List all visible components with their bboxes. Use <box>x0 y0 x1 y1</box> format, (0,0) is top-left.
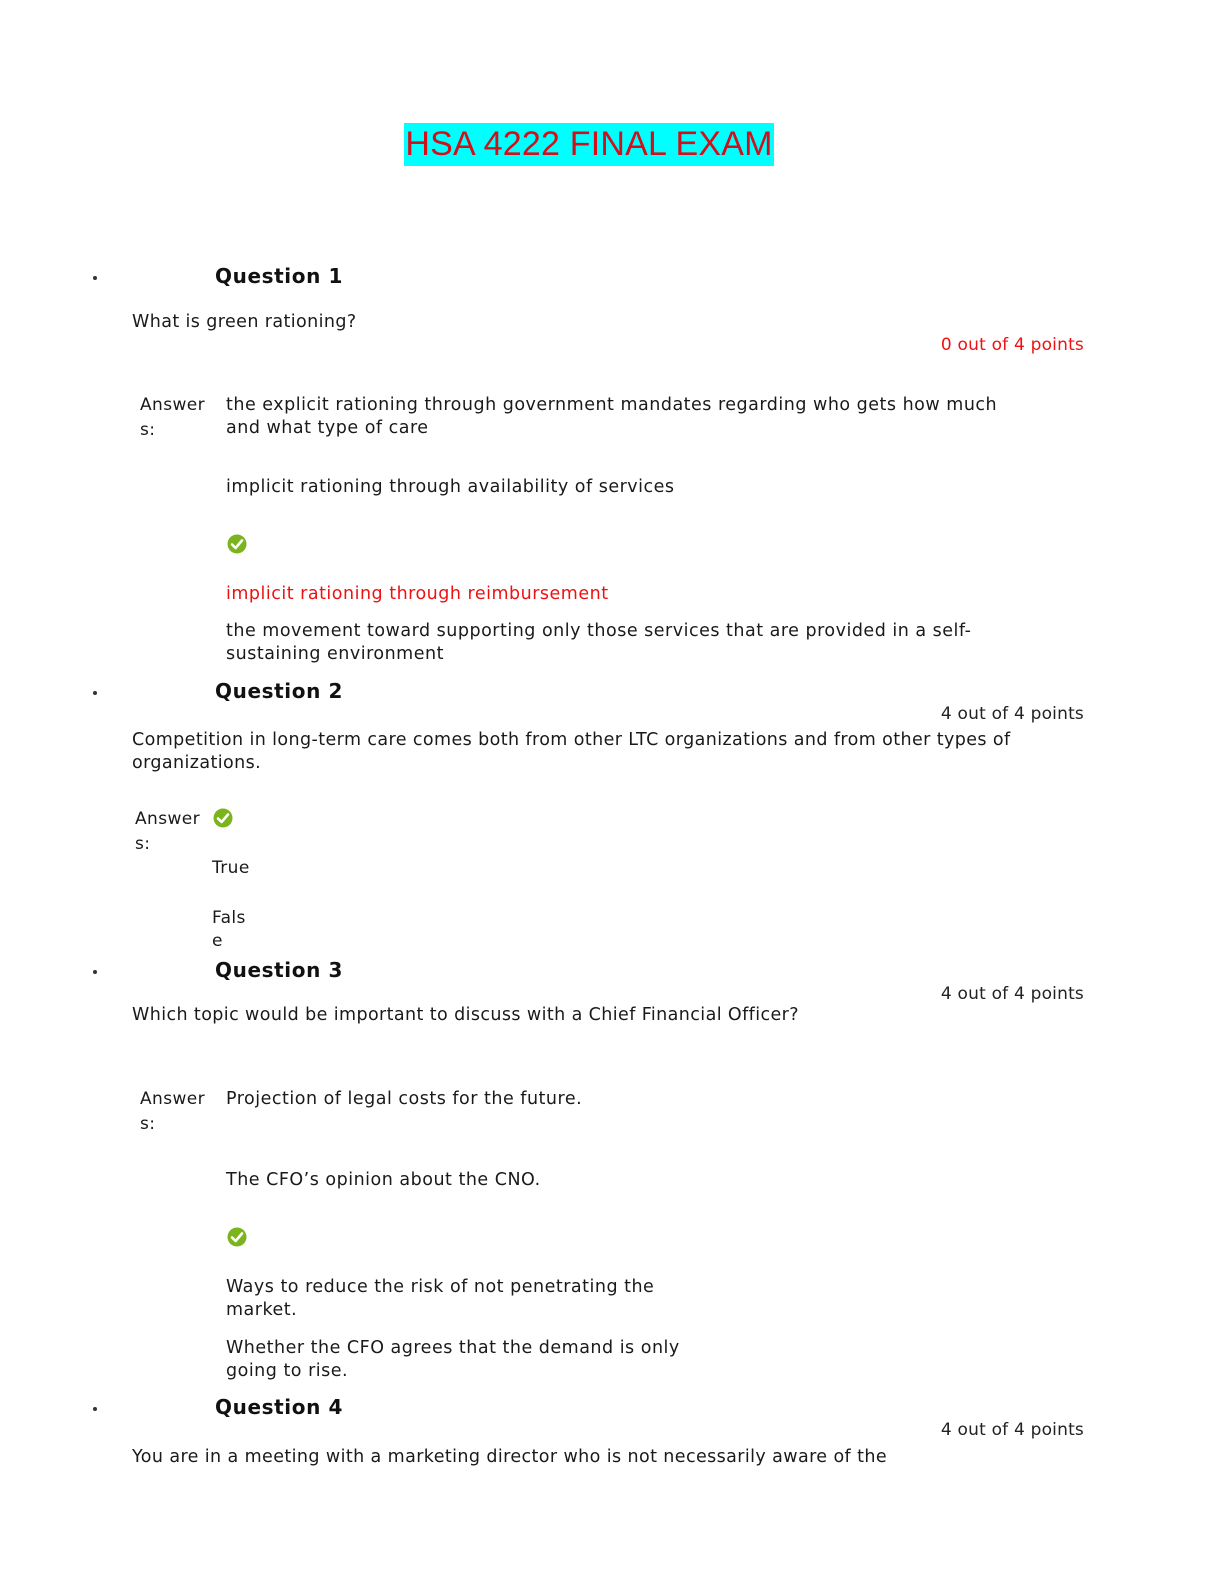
question-4-text: You are in a meeting with a marketing director who is not necessarily aware of the <box>132 1447 887 1467</box>
question-4-points: 4 out of 4 points <box>940 1420 1084 1440</box>
question-2-points: 4 out of 4 points <box>940 704 1084 724</box>
document-title: HSA 4222 FINAL EXAM <box>404 123 774 166</box>
question-3-answer-1: Projection of legal costs for the future. <box>226 1089 583 1109</box>
question-3-heading: Question 3 <box>215 958 343 982</box>
question-3-answer-4: Whether the CFO agrees that the demand is only going to rise. <box>226 1338 680 1381</box>
question-2-answer-false: False <box>212 908 246 951</box>
question-1-heading: Question 1 <box>215 264 343 288</box>
question-3-answer-2: The CFO’s opinion about the CNO. <box>226 1170 541 1190</box>
bullet <box>93 1407 97 1411</box>
question-1-answer-3: implicit rationing through reimbursement <box>226 584 609 604</box>
answers-label: Answer s: <box>140 395 206 440</box>
question-2-answer-true: True <box>212 858 250 878</box>
bullet <box>93 970 97 974</box>
check-circle-icon <box>213 808 233 828</box>
bullet <box>93 276 97 280</box>
bullet <box>93 691 97 695</box>
check-circle-icon <box>227 1227 247 1247</box>
question-3-text: Which topic would be important to discuss with a Chief Financial Officer? <box>132 1005 799 1025</box>
check-circle-icon <box>227 534 247 554</box>
answers-label: Answer s: <box>135 809 201 854</box>
question-4-heading: Question 4 <box>215 1395 343 1419</box>
question-2-heading: Question 2 <box>215 679 343 703</box>
question-1-answer-2: implicit rationing through availability of services <box>226 477 675 497</box>
question-1-text: What is green rationing? <box>132 312 357 332</box>
question-1-points: 0 out of 4 points <box>940 335 1084 355</box>
question-1-answer-1: the explicit rationing through government mandates regarding who gets how much and what type of care <box>226 395 998 438</box>
question-1-answer-4: the movement toward supporting only those services that are provided in a self-sustaining environment <box>226 621 972 664</box>
question-3-answer-3: Ways to reduce the risk of not penetrating the market. <box>226 1277 655 1320</box>
question-3-points: 4 out of 4 points <box>940 984 1084 1004</box>
question-2-text: Competition in long-term care comes both from other LTC organizations and from other types of organizations. <box>132 730 1011 773</box>
answers-label: Answer s: <box>140 1089 206 1134</box>
